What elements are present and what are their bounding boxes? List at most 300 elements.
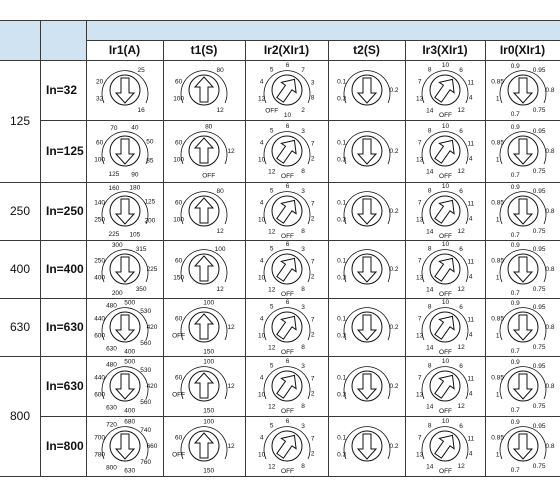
dial-scale-label: 90	[130, 171, 138, 179]
dial-scale-label: 7	[417, 139, 422, 147]
dial-scale-label: 10	[441, 183, 450, 191]
ir2-dial[interactable]	[254, 182, 320, 240]
dial-scale-label: 800	[105, 464, 117, 472]
dial-cell-ir3	[405, 298, 485, 356]
t1-dial[interactable]	[171, 298, 237, 356]
dial-scale-label: 11	[467, 79, 475, 87]
t1-dial[interactable]	[171, 122, 237, 180]
dial-scale-label: OFF	[280, 232, 294, 240]
dial-cell-t2	[328, 60, 405, 120]
dial-scale-label: OFF	[172, 391, 186, 399]
dial-scale-label: 1	[495, 95, 499, 103]
ir0-dial[interactable]	[490, 61, 556, 119]
dial-scale-label: 0.8	[544, 383, 555, 390]
dial-scale-label: 400	[123, 348, 135, 356]
dial-scale-label: 400	[123, 407, 135, 415]
dial-scale-label: 0.2	[388, 383, 399, 390]
dial-scale-label: 7	[417, 315, 422, 323]
dial-scale-label: 560	[139, 340, 151, 348]
ir2-dial[interactable]	[254, 357, 320, 415]
dial-scale-label: 0.3	[336, 332, 346, 340]
dial-scale-label: 100	[173, 95, 185, 103]
t2-dial[interactable]	[334, 61, 400, 119]
dial-scale-label: 3	[300, 127, 305, 135]
dial-scale-label: 7	[417, 78, 422, 86]
dial-scale-label: 0.7	[510, 231, 520, 239]
dial-scale-label: 11	[467, 316, 475, 324]
dial-scale-label: 7	[310, 140, 315, 148]
dial-scale-label: 0.85	[490, 139, 504, 147]
grid-line	[86, 20, 87, 476]
dial-scale-label: 500	[123, 358, 135, 366]
dial-scale-label: 12	[227, 148, 235, 155]
dial-scale-label: 6	[285, 62, 289, 70]
t1-dial[interactable]	[171, 182, 237, 240]
dial-scale-label: 6	[459, 362, 463, 370]
dial-scale-label: 315	[135, 245, 147, 253]
dial-scale-label: 0.7	[510, 171, 520, 179]
dial-scale-label: OFF	[172, 332, 186, 340]
dial-scale-label: 14	[426, 463, 434, 471]
dial-scale-label: 8	[300, 344, 305, 352]
ir0-dial[interactable]	[490, 182, 556, 240]
ir0-dial[interactable]	[490, 357, 556, 415]
dial-scale-label: 0.2	[388, 324, 399, 331]
grid-line	[0, 60, 560, 61]
dial-scale-label: 125	[107, 170, 119, 178]
dial-scale-label: 600	[93, 391, 105, 399]
dial-scale-label: 13	[416, 216, 424, 224]
dial-scale-label: 60	[95, 139, 103, 147]
dial-scale-label: 140	[93, 199, 105, 207]
dial-scale-label: OFF	[439, 232, 453, 240]
grid-line	[40, 416, 560, 417]
dial-scale-label: 6	[285, 418, 289, 426]
dial-scale-label: 100	[203, 358, 215, 366]
dial-scale-label: 0.75	[532, 344, 545, 352]
dial-scale-label: 3	[300, 362, 305, 370]
t1-dial[interactable]	[171, 357, 237, 415]
dial-scale-label: 0.1	[336, 315, 346, 323]
dial-scale-label: 6	[459, 66, 463, 74]
dial-cell-ir1	[86, 240, 163, 298]
dial-scale-label: 8	[300, 286, 305, 294]
dial-scale-label: 0.95	[532, 187, 545, 195]
dial-scale-label: 10	[283, 111, 291, 119]
dial-cell-ir1	[86, 356, 163, 416]
dial-scale-label: 0.2	[388, 208, 399, 215]
ir0-dial[interactable]	[490, 122, 556, 180]
dial-scale-label: 32	[95, 95, 103, 103]
dial-scale-label: 12	[257, 95, 265, 103]
dial-scale-label: 400	[93, 274, 105, 282]
dial-scale-label: 780	[93, 451, 105, 459]
dial-scale-label: 14	[426, 107, 434, 115]
header-band-fill	[86, 20, 560, 40]
dial-scale-label: 2	[310, 331, 315, 339]
dial-scale-label: 6	[459, 303, 463, 311]
dial-scale-label: 600	[93, 332, 105, 340]
ir1-dial[interactable]	[92, 61, 158, 119]
dial-scale-label: 630	[123, 467, 135, 475]
dial-scale-label: 12	[457, 286, 465, 294]
dial-scale-label: 0.9	[510, 359, 520, 367]
dial-cell-t2	[328, 416, 405, 476]
dial-scale-label: 10	[257, 391, 265, 399]
dial-scale-label: 225	[107, 230, 119, 238]
dial-scale-label: 0.2	[388, 87, 399, 94]
dial-scale-label: 8	[300, 463, 305, 471]
dial-scale-label: 1	[495, 156, 499, 164]
dial-scale-label: 12	[457, 463, 465, 471]
dial-scale-label: 0.2	[388, 443, 399, 450]
dial-scale-label: 8	[310, 94, 315, 102]
dial-cell-t1	[163, 182, 245, 240]
dial-scale-label: 12	[216, 286, 224, 294]
dial-scale-label: 660	[146, 443, 157, 450]
dial-scale-label: 11	[467, 435, 475, 443]
dial-scale-label: 3	[310, 79, 315, 87]
dial-scale-label: 85	[145, 157, 153, 165]
dial-scale-label: 4	[468, 155, 473, 163]
dial-scale-label: OFF	[439, 348, 453, 356]
dial-scale-label: 150	[203, 348, 215, 356]
dial-scale-label: 0.75	[532, 286, 545, 294]
dial-scale-label: 500	[123, 299, 135, 307]
dial-scale-label: 0.95	[532, 303, 545, 311]
grid-line	[40, 120, 560, 121]
dial-scale-label: 12	[267, 344, 275, 352]
dial-scale-label: 8	[427, 127, 432, 135]
dial-scale-label: 0.1	[336, 78, 346, 86]
dial-cell-t1	[163, 120, 245, 182]
t2-dial[interactable]	[334, 240, 400, 298]
dial-scale-label: 7	[417, 374, 422, 382]
dial-scale-label: 0.3	[336, 451, 346, 459]
dial-scale-label: 14	[426, 403, 434, 411]
dial-scale-label: 0.2	[388, 266, 399, 273]
dial-scale-label: 13	[416, 274, 424, 282]
t1-dial[interactable]	[171, 417, 237, 475]
dial-cell-ir1	[86, 120, 163, 182]
dial-scale-label: 0.3	[336, 216, 346, 224]
dial-scale-label: 630	[105, 404, 117, 412]
grid-line	[0, 356, 560, 357]
dial-scale-label: 11	[467, 258, 475, 266]
dial-scale-label: 60	[175, 315, 183, 323]
ir2-dial[interactable]	[254, 240, 320, 298]
dial-cell-ir3	[405, 120, 485, 182]
grid-line	[0, 476, 560, 477]
dial-scale-label: 4	[259, 434, 263, 442]
dial-scale-label: 10	[441, 358, 450, 366]
dial-scale-label: 60	[175, 199, 183, 207]
dial-scale-label: 2	[300, 107, 305, 115]
column-header-label: Ir1(A)	[108, 43, 141, 57]
column-header-label: t2(S)	[353, 43, 380, 57]
dial-scale-label: OFF	[264, 107, 278, 115]
dial-cell-ir1	[86, 298, 163, 356]
ir1-dial[interactable]	[92, 298, 158, 356]
dial-scale-label: 12	[267, 463, 275, 471]
grid-line	[86, 20, 560, 21]
dial-scale-label: 2	[310, 390, 315, 398]
ir1-dial[interactable]	[92, 122, 158, 180]
dial-scale-label: 530	[139, 366, 151, 374]
dial-scale-label: OFF	[439, 172, 453, 180]
dial-scale-label: 300	[111, 242, 123, 250]
dial-scale-label: 440	[93, 374, 105, 382]
dial-scale-label: 8	[300, 228, 305, 236]
dial-scale-label: 14	[426, 228, 434, 236]
grid-line	[0, 298, 560, 299]
dial-scale-label: 0.95	[532, 66, 545, 74]
ir3-dial[interactable]	[412, 61, 478, 119]
ir2-dial[interactable]	[254, 61, 320, 119]
column-header-ir0	[485, 40, 560, 60]
rated-current-text: In=250	[46, 204, 84, 218]
dial-scale-label: 0.3	[336, 156, 346, 164]
grid-line	[163, 40, 164, 476]
ir1-dial[interactable]	[92, 357, 158, 415]
dial-cell-t2	[328, 182, 405, 240]
dial-scale-label: 25	[137, 66, 145, 74]
dial-scale-label: 3	[300, 245, 305, 253]
dial-scale-label: 0.95	[532, 422, 545, 430]
dial-scale-label: 420	[146, 383, 157, 390]
dial-scale-label: 7	[300, 66, 305, 74]
dial-scale-label: 250	[93, 257, 105, 265]
dial-scale-label: 0.85	[490, 257, 504, 265]
dial-scale-label: 0.9	[510, 300, 520, 308]
dial-scale-label: 0.1	[336, 374, 346, 382]
dial-scale-label: 12	[457, 344, 465, 352]
dial-cell-ir3	[405, 356, 485, 416]
dial-scale-label: 225	[146, 266, 157, 273]
dial-scale-label: 5	[269, 422, 274, 430]
dial-scale-label: 14	[426, 168, 434, 176]
grid-line	[245, 40, 246, 476]
dial-scale-label: 0.8	[544, 443, 555, 450]
dial-scale-label: 70	[109, 125, 118, 133]
dial-scale-label: OFF	[280, 407, 294, 415]
ir3-dial[interactable]	[412, 357, 478, 415]
dial-cell-ir3	[405, 416, 485, 476]
dial-scale-label: 60	[175, 78, 183, 86]
dial-cell-ir0	[485, 182, 560, 240]
dial-scale-label: 4	[259, 374, 263, 382]
rated-current-label	[40, 120, 86, 182]
dial-cell-ir0	[485, 298, 560, 356]
dial-scale-label: 12	[267, 168, 275, 176]
dial-scale-label: 0.2	[388, 148, 399, 155]
dial-scale-label: OFF	[439, 290, 453, 298]
dial-scale-label: OFF	[280, 172, 294, 180]
dial-scale-label: 0.3	[336, 274, 346, 282]
dial-scale-label: 0.7	[510, 466, 520, 474]
dial-scale-label: 0.75	[532, 463, 545, 471]
dial-scale-label: 150	[203, 467, 215, 475]
dial-scale-label: 13	[416, 332, 424, 340]
dial-scale-label: 530	[139, 307, 151, 315]
t2-dial[interactable]	[334, 122, 400, 180]
t2-dial[interactable]	[334, 357, 400, 415]
dial-cell-ir0	[485, 60, 560, 120]
ir1-dial[interactable]	[92, 417, 158, 475]
t2-dial[interactable]	[334, 182, 400, 240]
dial-scale-label: 16	[137, 107, 145, 115]
dial-scale-label: OFF	[439, 467, 453, 475]
dial-scale-label: 0.75	[532, 168, 545, 176]
dial-scale-label: 4	[259, 78, 263, 86]
dial-scale-label: 10	[257, 156, 265, 164]
dial-cell-ir1	[86, 182, 163, 240]
t2-dial[interactable]	[334, 417, 400, 475]
dial-scale-label: 12	[216, 228, 224, 236]
dial-scale-label: 8	[427, 187, 432, 195]
dial-scale-label: 80	[205, 123, 213, 131]
dial-scale-label: 440	[93, 315, 105, 323]
dial-cell-ir2	[245, 298, 328, 356]
dial-scale-label: 80	[216, 66, 224, 74]
dial-scale-label: 100	[214, 245, 226, 253]
dial-scale-label: 4	[259, 257, 263, 265]
dial-scale-label: 60	[175, 374, 183, 382]
dial-scale-label: 1	[495, 216, 499, 224]
dial-scale-label: 0.9	[510, 184, 520, 192]
dial-scale-label: 7	[310, 258, 315, 266]
dial-scale-label: 350	[135, 286, 147, 294]
dial-scale-label: 12	[227, 383, 235, 390]
dial-scale-label: 1	[495, 274, 499, 282]
dial-scale-label: 60	[175, 139, 183, 147]
dial-scale-label: 0.8	[544, 324, 555, 331]
dial-scale-label: 480	[105, 302, 117, 310]
rated-current-text: In=630	[46, 320, 84, 334]
t1-dial[interactable]	[171, 61, 237, 119]
dial-scale-label: 12	[267, 228, 275, 236]
frame-size-label: 400	[9, 262, 31, 276]
dial-scale-label: 6	[459, 127, 463, 135]
dial-cell-ir0	[485, 416, 560, 476]
dial-scale-label: 10	[257, 332, 265, 340]
dial-scale-label: 560	[139, 399, 151, 407]
dial-scale-label: 0.85	[490, 434, 504, 442]
dial-scale-label: 10	[441, 241, 450, 249]
ir1-dial[interactable]	[92, 240, 158, 298]
column-header-t2	[328, 40, 405, 60]
ir0-dial[interactable]	[490, 240, 556, 298]
dial-cell-ir3	[405, 240, 485, 298]
dial-scale-label: 10	[441, 62, 450, 70]
dial-scale-label: OFF	[280, 348, 294, 356]
dial-scale-label: 7	[310, 200, 315, 208]
ir3-dial[interactable]	[412, 298, 478, 356]
dial-scale-label: 12	[267, 286, 275, 294]
dial-scale-label: 0.3	[336, 391, 346, 399]
dial-scale-label: 8	[427, 245, 432, 253]
dial-scale-label: 0.85	[490, 78, 504, 86]
dial-scale-label: 3	[300, 422, 305, 430]
dial-scale-label: 2	[310, 450, 315, 458]
ir3-dial[interactable]	[412, 122, 478, 180]
dial-scale-label: 100	[173, 156, 185, 164]
dial-scale-label: 13	[416, 391, 424, 399]
dial-scale-label: 40	[130, 124, 138, 132]
dial-cell-ir2	[245, 120, 328, 182]
dial-scale-label: 4	[468, 273, 473, 281]
dial-scale-label: 0.75	[532, 107, 545, 115]
dial-scale-label: 100	[203, 299, 215, 307]
dial-scale-label: 11	[467, 200, 475, 208]
ir3-dial[interactable]	[412, 240, 478, 298]
column-header-label: Ir0(XIr1)	[499, 43, 546, 57]
ir2-dial[interactable]	[254, 122, 320, 180]
dial-scale-label: 5	[269, 362, 274, 370]
dial-scale-label: 10	[441, 418, 450, 426]
dial-scale-label: 13	[416, 156, 424, 164]
dial-scale-label: 4	[468, 450, 473, 458]
dial-scale-label: 0.3	[336, 95, 346, 103]
dial-scale-label: 0.75	[532, 228, 545, 236]
dial-scale-label: 4	[468, 390, 473, 398]
rated-current-text: In=800	[46, 439, 84, 453]
dial-scale-label: 12	[457, 403, 465, 411]
t2-dial[interactable]	[334, 298, 400, 356]
dial-scale-label: 7	[310, 375, 315, 383]
dial-scale-label: 4	[259, 139, 263, 147]
dial-scale-label: 0.85	[490, 199, 504, 207]
ir3-dial[interactable]	[412, 182, 478, 240]
dial-scale-label: OFF	[202, 172, 216, 180]
rated-current-label	[40, 416, 86, 476]
column-header-label: Ir3(XIr1)	[422, 43, 468, 57]
dial-scale-label: 100	[173, 216, 185, 224]
dial-scale-label: 0.75	[532, 403, 545, 411]
dial-scale-label: 150	[203, 407, 215, 415]
dial-cell-t1	[163, 298, 245, 356]
grid-line	[0, 20, 86, 21]
dial-scale-label: 6	[285, 241, 289, 249]
dial-scale-label: 0.7	[510, 347, 520, 355]
ir0-dial[interactable]	[490, 298, 556, 356]
dial-cell-ir0	[485, 356, 560, 416]
dial-cell-ir2	[245, 240, 328, 298]
rated-current-label	[40, 240, 86, 298]
t1-dial[interactable]	[171, 240, 237, 298]
ir2-dial[interactable]	[254, 417, 320, 475]
dial-scale-label: 5	[269, 127, 274, 135]
ir0-dial[interactable]	[490, 417, 556, 475]
dial-scale-label: 0.7	[510, 406, 520, 414]
dial-cell-ir2	[245, 60, 328, 120]
ir3-dial[interactable]	[412, 417, 478, 475]
dial-scale-label: 4	[468, 94, 473, 102]
rated-current-text: In=32	[46, 83, 78, 97]
dial-scale-label: 420	[146, 324, 157, 331]
dial-scale-label: OFF	[172, 451, 186, 459]
ir1-dial[interactable]	[92, 182, 158, 240]
dial-scale-label: 13	[416, 95, 424, 103]
dial-scale-label: OFF	[439, 111, 453, 119]
dial-scale-label: 0.9	[510, 419, 520, 427]
dial-cell-t1	[163, 60, 245, 120]
rated-current-label	[40, 356, 86, 416]
grid-line	[0, 240, 560, 241]
dial-scale-label: 6	[285, 299, 289, 307]
ir2-dial[interactable]	[254, 298, 320, 356]
dial-scale-label: 150	[173, 274, 185, 282]
